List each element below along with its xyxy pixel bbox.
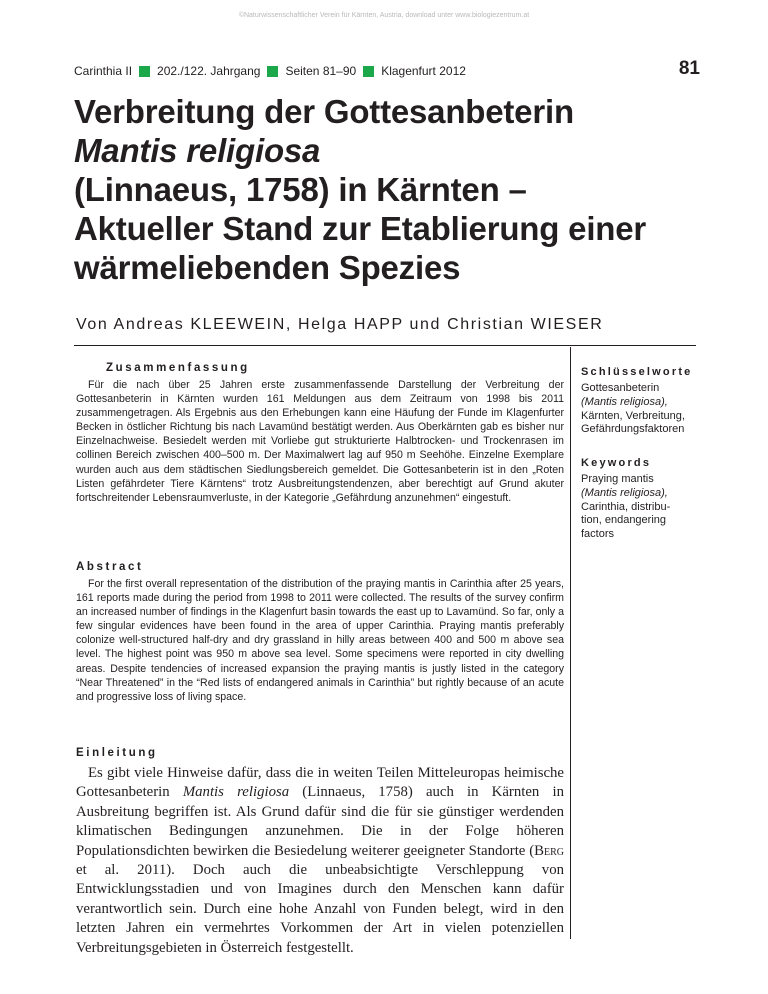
title-species-name: Mantis religiosa	[74, 132, 321, 169]
author-line: Von Andreas KLEEWEIN, Helga HAPP und Christian WIESER	[76, 316, 604, 333]
keywords-heading: Keywords	[581, 457, 652, 469]
keywords-german	[581, 366, 706, 437]
einleitung-heading: Einleitung	[76, 747, 158, 759]
abstract-text: For the first overall representation of the distribution of the praying mantis in Carinthia after 25 years, 161 reports made during the period from 1998 to 2011 were collected. The results of the survey confirm an increased number of findings in the Klagenfurt basin towards the east up to Lavamünd. So far, only a few singular evidences have been found in the area of upper Carinthia. Praying mantis preferably colonize well-structured half-dry and dry grassland in hilly areas between 400 and 500 m above sea level. The highest point was 950 m above sea level. Some specimens were reported in city dwelling areas. Despite tendencies of increased expansion the praying mantis is justly listed in the category “Near Threatened” in the “Red lists of endangered animals in Carinthia” but rightly because of an acute and progressive loss of living space.	[76, 578, 564, 703]
horizontal-rule	[74, 345, 696, 346]
einleitung-text: Es gibt viele Hinweise dafür, dass die in weiten Teilen Mitteleuropas heimische Gottesanbeterin	[76, 765, 564, 801]
keyword-line: Gefährdungsfaktoren	[581, 423, 685, 436]
keyword-line	[581, 487, 706, 501]
article-title	[74, 92, 714, 287]
running-header	[74, 64, 466, 78]
citation-author: Berg	[534, 842, 564, 859]
title-line: (Linnaeus, 1758) in Kärnten –	[74, 171, 527, 208]
keyword-line: tion, endangering	[581, 514, 667, 527]
abstract-heading: Abstract	[76, 561, 144, 573]
keywords-english	[581, 457, 706, 542]
green-square-icon	[363, 66, 374, 77]
zusammenfassung-section	[76, 362, 564, 505]
title-line: Verbreitung der Gottesanbeterin	[74, 93, 574, 130]
page-range: Seiten 81–90	[285, 64, 357, 78]
abstract-section	[76, 561, 564, 704]
keyword-species: (Mantis religiosa),	[581, 395, 668, 408]
keyword-line: factors	[581, 528, 615, 541]
zusammenfassung-text: Für die nach über 25 Jahren erste zusammenfassende Darstellung der Verbreitung der Gottesanbeterin in Kärnten wurden 161 Meldungen aus dem Zeitraum von 1998 bis 2011 zusammengetragen. Als Ergebnis aus den Erhebungen kann eine Häufung der Funde im Klagenfurter Becken in östlicher Richtung bis nach Lavamünd bestätigt werden. Aus Oberkärnten gab es bisher nur Einzelnachweise. Besiedelt werden mit Vorliebe gut strukturierte Halbtrocken- und Trockenrasen im collinen Bereich zwischen 400–500 m. Der Maximalwert lag auf 950 m Seehöhe. Einzelne Exemplare wurden auch aus dem städtischen Siedlungsbereich gemeldet. Die Gottesanbeterin ist in den „Roten Listen gefährdeter Tiere Kärntens“ trotz Ausbreitungstendenzen, aber berechtigt auf Grund akuter fortschreitender Lebensraumverluste, in der Kategorie „Gefährdung anzunehmen“ eingestuft.	[76, 379, 564, 504]
journal-volume: 202./122. Jahrgang	[157, 64, 261, 78]
zusammenfassung-heading: Zusammenfassung	[106, 362, 250, 374]
keyword-line: Gottesanbeterin	[581, 382, 660, 394]
keyword-line: Praying mantis	[581, 473, 654, 485]
title-line: wärmeliebenden Spezies	[74, 249, 461, 286]
species-name: Mantis religiosa	[182, 784, 290, 801]
keyword-species: (Mantis religiosa),	[581, 486, 668, 499]
schluesselworte-heading: Schlüsselworte	[581, 366, 693, 378]
green-square-icon	[139, 66, 150, 77]
journal-name: Carinthia II	[74, 64, 133, 78]
keyword-line: Kärnten, Verbreitung,	[581, 409, 685, 422]
keyword-line	[581, 396, 706, 410]
copyright-watermark: ©Naturwissenschaftlicher Verein für Kärnten, Austria, download unter www.biologiezentrum.at	[238, 12, 530, 19]
einleitung-section	[76, 747, 564, 958]
einleitung-paragraph	[76, 764, 564, 958]
title-line: Aktueller Stand zur Etablierung einer	[74, 210, 647, 247]
column-divider	[570, 347, 571, 939]
green-square-icon	[267, 66, 278, 77]
page-number: 81	[678, 58, 700, 79]
place-year: Klagenfurt 2012	[381, 64, 466, 78]
einleitung-text: (Linnaeus, 1758) auch in Kärnten in Ausbreitung begriffen ist. Als Grund dafür sind die für sie günstiger werdenden klimatischen Bedingungen anzunehmen. Die in der Folge höheren Populationsdichten bewirken die Besiedelung weiterer geeigneter Standorte (	[76, 784, 564, 859]
keyword-line: Carinthia, distribu-	[581, 500, 671, 513]
einleitung-text: et al. 2011). Doch auch die unbeabsichtigte Verschleppung von Entwicklungsstadien und von Imagines durch den Menschen kann dafür verantwortlich sein. Durch eine hohe Anzahl von Funden belegt, wird in den letzten Jahren ein vermehrtes Vorkommen der Art in vielen potenziellen Verbreitungsgebieten in Österreich festgestellt.	[76, 862, 564, 956]
